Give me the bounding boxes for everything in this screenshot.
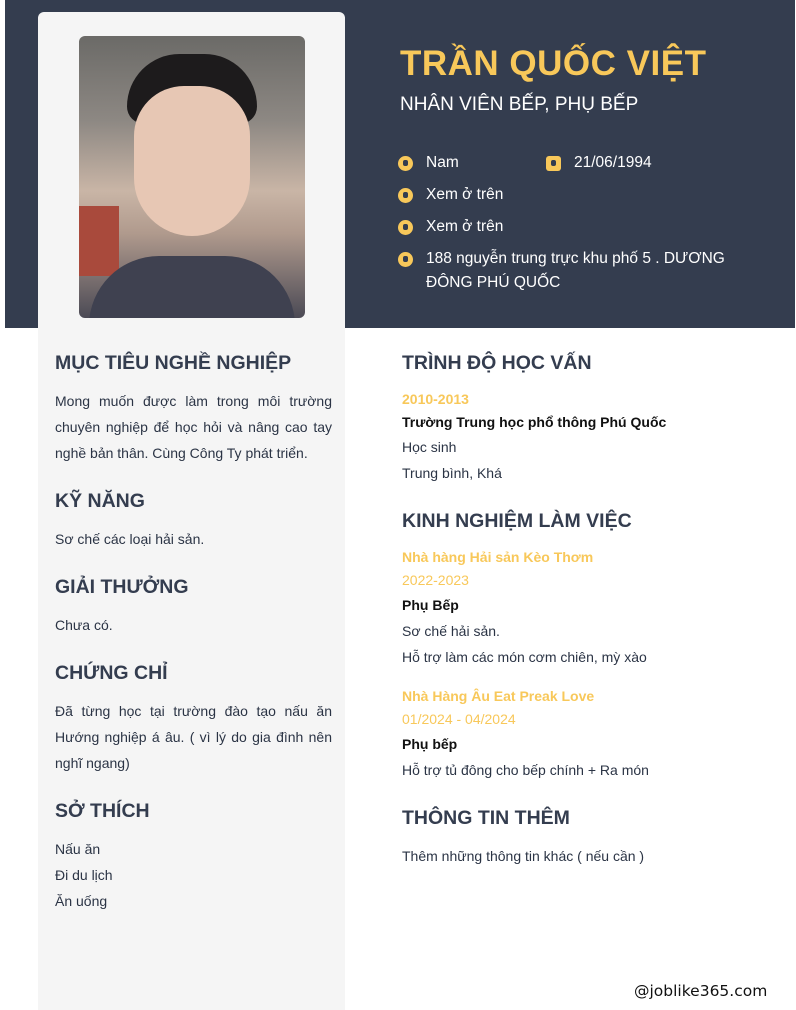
- job-detail: Sơ chế hải sản.: [402, 623, 500, 639]
- job-role: Phụ bếp: [402, 736, 458, 752]
- hobbies-title: SỞ THÍCH: [55, 800, 150, 822]
- birthdate-value: 21/06/1994: [574, 154, 652, 171]
- job-company: Nhà hàng Hải sản Kèo Thơm: [402, 549, 594, 565]
- envelope-icon: [398, 220, 413, 235]
- job-role: Phụ Bếp: [402, 597, 459, 613]
- awards-text: Chưa có.: [55, 617, 113, 633]
- objective-title: MỤC TIÊU NGHỀ NGHIỆP: [55, 352, 292, 374]
- experience-title: KINH NGHIỆM LÀM VIỆC: [402, 510, 632, 532]
- job-detail: Hỗ trợ tủ đông cho bếp chính + Ra món: [402, 762, 649, 778]
- user-icon: [398, 156, 413, 171]
- hobby-item: Ăn uống: [55, 893, 108, 909]
- objective-text: Mong muốn được làm trong môi trường chuyên nghiệp để học hỏi và nâng cao tay nghề bản thân. Cùng Công Ty phát triển.: [55, 393, 332, 461]
- phone-value: Xem ở trên: [426, 186, 504, 203]
- certificates-text: Đã từng học tại trường đào tạo nấu ăn Hướng nghiệp á âu. ( vì lý do gia đình nên nghĩ ngang): [55, 703, 332, 771]
- job-period: 01/2024 - 04/2024: [402, 711, 516, 727]
- gender-row: [398, 151, 459, 175]
- email-row: [398, 215, 503, 239]
- hobby-item: Nấu ăn: [55, 841, 101, 857]
- watermark-credit: @joblike365.com: [634, 982, 768, 1000]
- awards-title: GIẢI THƯỞNG: [55, 576, 189, 598]
- calendar-icon: [546, 156, 561, 171]
- profile-photo: [79, 36, 305, 318]
- home-icon: [398, 252, 413, 267]
- candidate-name: TRẦN QUỐC VIỆT: [400, 44, 707, 83]
- hobby-item: Đi du lịch: [55, 867, 113, 883]
- education-period: 2010-2013: [402, 391, 469, 407]
- job-detail: Hỗ trợ làm các món cơm chiên, mỳ xào: [402, 649, 647, 665]
- education-grade: Trung bình, Khá: [402, 465, 502, 481]
- address-value: 188 nguyễn trung trực khu phố 5 . DƯƠNG ĐÔNG PHÚ QUỐC: [426, 250, 725, 291]
- education-school: Trường Trung học phổ thông Phú Quốc: [402, 414, 667, 430]
- certificates-title: CHỨNG CHỈ: [55, 662, 168, 684]
- skills-title: KỸ NĂNG: [55, 490, 145, 512]
- birthdate-row: [546, 151, 652, 175]
- job-company: Nhà Hàng Âu Eat Preak Love: [402, 688, 595, 704]
- education-title: TRÌNH ĐỘ HỌC VẤN: [402, 352, 592, 374]
- email-value: Xem ở trên: [426, 218, 504, 235]
- job-position: NHÂN VIÊN BẾP, PHỤ BẾP: [400, 94, 639, 115]
- phone-icon: [398, 188, 413, 203]
- education-major: Học sinh: [402, 439, 457, 455]
- gender-value: Nam: [426, 154, 459, 171]
- additional-text: Thêm những thông tin khác ( nếu cần ): [402, 848, 645, 864]
- address-row: [398, 247, 738, 295]
- job-period: 2022-2023: [402, 572, 469, 588]
- phone-row: [398, 183, 503, 207]
- skills-text: Sơ chế các loại hải sản.: [55, 531, 205, 547]
- additional-title: THÔNG TIN THÊM: [402, 807, 570, 829]
